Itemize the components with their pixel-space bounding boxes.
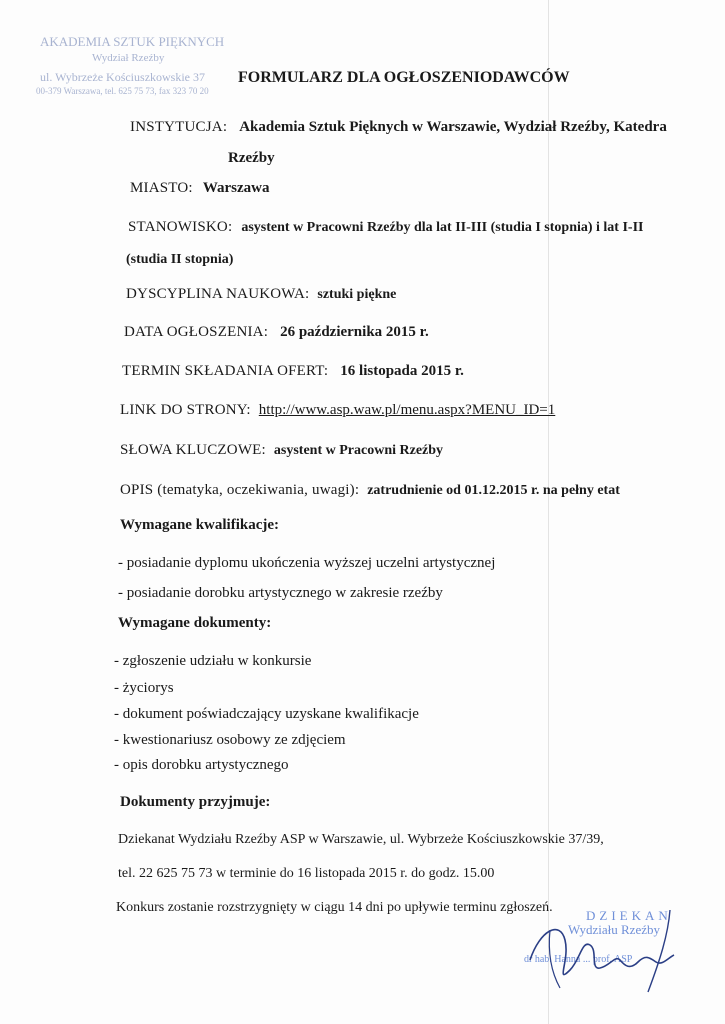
stamp-header-line2: Wydział Rzeźby (92, 52, 165, 64)
documents-heading: Wymagane dokumenty: (118, 615, 272, 631)
stamp-header-line3: ul. Wybrzeże Kościuszkowskie 37 (40, 70, 206, 84)
date-label: DATA OGŁOSZENIA: (124, 324, 269, 340)
position-value-cont: (studia II stopnia) (126, 252, 234, 267)
signature-image (520, 900, 700, 1000)
accepts-address: Dziekanat Wydziału Rzeźby ASP w Warszawie, ul. Wybrzeże Kościuszkowskie 37/39, (118, 832, 604, 847)
document-item: - życiorys (114, 680, 174, 696)
city-row (130, 179, 269, 197)
description-row (120, 481, 620, 499)
institution-value-cont: Rzeźby (228, 150, 275, 166)
deadline-row (122, 362, 464, 380)
date-value: 26 października 2015 r. (280, 324, 429, 340)
deadline-value: 16 listopada 2015 r. (340, 363, 464, 379)
page-fold-line (548, 0, 549, 1024)
stamp-footer-line3: dr hab. Hanna ... prof. ASP (524, 954, 633, 965)
link-row (120, 401, 555, 419)
form-title: FORMULARZ DLA OGŁOSZENIODAWCÓW (238, 69, 570, 86)
discipline-row (126, 285, 396, 303)
description-value: zatrudnienie od 01.12.2015 r. na pełny etat (367, 483, 620, 498)
document-item: - dokument poświadczający uzyskane kwalifikacje (114, 706, 419, 722)
keywords-row (120, 441, 443, 459)
institution-row (130, 118, 667, 136)
keywords-value: asystent w Pracowni Rzeźby (273, 443, 444, 458)
keywords-label: SŁOWA KLUCZOWE: (120, 442, 266, 458)
stamp-footer-line2: Wydziału Rzeźby (568, 922, 660, 937)
discipline-value: sztuki piękne (317, 287, 397, 302)
stamp-footer-line1: DZIEKAN (586, 908, 672, 923)
accepts-resolution: Konkurs zostanie rozstrzygnięty w ciągu 14 dni po upływie terminu zgłoszeń. (116, 900, 553, 915)
qualifications-heading: Wymagane kwalifikacje: (120, 517, 280, 533)
website-link[interactable]: http://www.asp.waw.pl/menu.aspx?MENU_ID=1 (258, 402, 556, 418)
description-label: OPIS (tematyka, oczekiwania, uwagi): (120, 482, 360, 498)
position-value: asystent w Pracowni Rzeźby dla lat II-III (studia I stopnia) i lat I-II (241, 220, 644, 235)
city-value: Warszawa (202, 180, 270, 196)
date-row (124, 323, 429, 341)
accepts-heading: Dokumenty przyjmuje: (120, 794, 271, 810)
link-label: LINK DO STRONY: (120, 402, 251, 418)
document-item: - opis dorobku artystycznego (114, 757, 289, 773)
position-row (128, 218, 643, 236)
qualification-item: - posiadanie dyplomu ukończenia wyższej uczelni artystycznej (118, 555, 496, 571)
document-item: - zgłoszenie udziału w konkursie (114, 653, 312, 669)
qualification-item: - posiadanie dorobku artystycznego w zakresie rzeźby (118, 585, 443, 601)
accepts-phone: tel. 22 625 75 73 w terminie do 16 listopada 2015 r. do godz. 15.00 (118, 866, 495, 881)
position-label: STANOWISKO: (128, 219, 233, 235)
city-label: MIASTO: (130, 180, 193, 196)
institution-label: INSTYTUCJA: (130, 119, 228, 135)
discipline-label: DYSCYPLINA NAUKOWA: (126, 286, 310, 302)
institution-value: Akademia Sztuk Pięknych w Warszawie, Wydział Rzeźby, Katedra (239, 119, 667, 135)
stamp-header-line1: AKADEMIA SZTUK PIĘKNYCH (40, 34, 225, 49)
document-item: - kwestionariusz osobowy ze zdjęciem (114, 732, 346, 748)
stamp-header-line4: 00-379 Warszawa, tel. 625 75 73, fax 323 70 20 (36, 86, 209, 96)
deadline-label: TERMIN SKŁADANIA OFERT: (122, 363, 329, 379)
